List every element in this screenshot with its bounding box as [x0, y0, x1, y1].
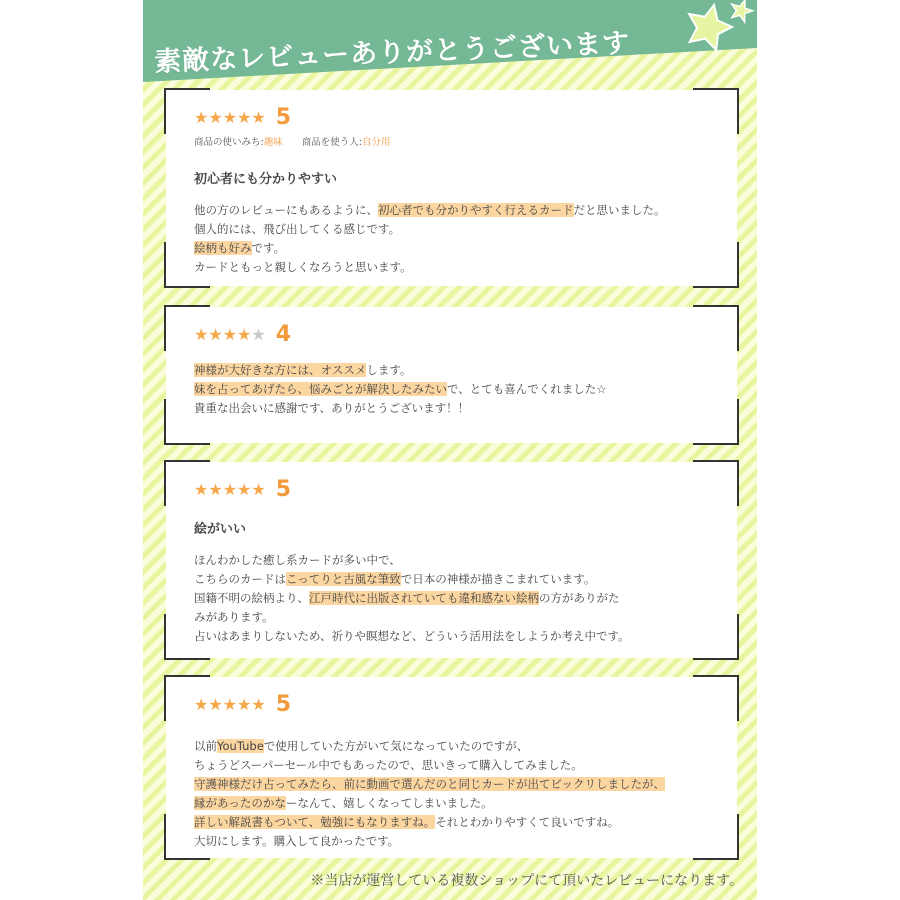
star-rating-icon: ★★★★★: [194, 479, 266, 499]
review-card: [166, 462, 737, 658]
rating-score: 5: [275, 476, 292, 502]
corner-bracket: [693, 305, 739, 351]
highlighted-text: 絵柄も好み: [194, 241, 252, 255]
corner-bracket: [693, 614, 739, 660]
corner-bracket: [164, 242, 210, 288]
review-line: 個人的には、飛び出してくる感じです。: [194, 222, 401, 236]
corner-bracket: [164, 614, 210, 660]
usage-info: 商品の使いみち:趣味: [194, 137, 283, 148]
star-rating-icon: ★★★★★: [194, 324, 266, 344]
star-rating-icon: ★★★★★: [194, 694, 266, 714]
review-card: [166, 90, 737, 286]
review-line: 以前YouTubeで使用していた方がいて気になっていたのですが、: [194, 739, 529, 753]
review-line: ちょうどスーパーセール中でもあったので、思いきって購入してみました。: [194, 758, 583, 772]
review-body: [194, 201, 709, 277]
review-meta: [194, 134, 709, 148]
highlighted-text: 妹を占ってあげたら、悩みごとが解決したみたい: [194, 382, 447, 396]
highlighted-text: 初心者でも分かりやすく行えるカード: [378, 203, 574, 217]
highlighted-text: 神様が大好きな方には、オススメ: [194, 363, 367, 377]
corner-bracket: [693, 242, 739, 288]
corner-bracket: [164, 814, 210, 860]
rating: [194, 319, 709, 349]
review-line: みがあります。: [194, 610, 274, 624]
rating-score: 5: [275, 691, 292, 717]
review-line: 大切にします。購入して良かったです。: [194, 834, 400, 848]
review-line: こちらのカードはこってりと古風な筆致で日本の神様が描きこまれています。: [194, 572, 596, 586]
footer-note: ※当店が運営している複数ショップにて頂いたレビューになります。: [310, 873, 743, 889]
highlighted-text: 詳しい解説書もついて、勉強にもなりますね。: [194, 815, 436, 829]
corner-bracket: [164, 88, 210, 134]
review-line: 国籍不明の絵柄より、江戸時代に出版されていても違和感ない絵柄の方がありがた: [194, 591, 620, 605]
corner-bracket: [164, 399, 210, 445]
corner-bracket: [693, 814, 739, 860]
corner-bracket: [693, 460, 739, 506]
review-card: [166, 677, 737, 858]
corner-bracket: [164, 305, 210, 351]
review-line: 貴重な出会いに感謝です、ありがとうございます！！: [194, 401, 470, 415]
corner-bracket: [693, 399, 739, 445]
rating-score: 4: [275, 321, 292, 347]
corner-bracket: [164, 460, 210, 506]
rating-score: 5: [275, 104, 292, 130]
review-body: [194, 737, 709, 851]
review-line: 他の方のレビューにもあるように、初心者でも分かりやすく行えるカードだと思いました。: [194, 203, 666, 217]
highlighted-text: 守護神様だけ占ってみたら、前に動画で選んだのと同じカードが出てビックリしましたが、: [194, 777, 666, 791]
review-line: カードともっと親しくなろうと思います。: [194, 260, 412, 274]
user-info: 商品を使う人:自分用: [301, 137, 391, 148]
review-title: 絵がいい: [194, 522, 247, 537]
rating: [194, 474, 709, 504]
review-body: [194, 551, 709, 646]
review-line: [194, 775, 709, 794]
header-title: 素敵なレビューありがとうございます: [153, 27, 631, 79]
review-line: 妹を占ってあげたら、悩みごとが解決したみたいで、とても喜んでくれました☆: [194, 382, 607, 396]
review-line: 縁があったのかなーなんて、嬉しくなってしまいました。: [194, 796, 493, 810]
review-line: 占いはあまりしないため、祈りや瞑想など、どういう活用法をしようか考え中です。: [194, 629, 630, 643]
review-title: 初心者にも分かりやすい: [194, 172, 338, 187]
highlighted-text: こってりと古風な筆致: [286, 572, 401, 586]
corner-bracket: [693, 675, 739, 721]
review-body: [194, 361, 709, 418]
rating: [194, 102, 709, 132]
review-page: [143, 0, 757, 900]
corner-bracket: [164, 675, 210, 721]
highlighted-text: 江戸時代に出版されていても違和感ない絵柄: [309, 591, 539, 605]
review-card: [166, 307, 737, 443]
review-line: 詳しい解説書もついて、勉強にもなりますね。それとわかりやすくて良いですね。: [194, 815, 620, 829]
highlighted-text: 縁があったのかな: [194, 796, 286, 810]
star-rating-icon: ★★★★★: [194, 107, 266, 127]
rating: [194, 689, 709, 719]
review-line: 神様が大好きな方には、オススメします。: [194, 363, 412, 377]
highlighted-text: YouTube: [217, 739, 264, 753]
review-line: 絵柄も好みです。: [194, 241, 286, 255]
corner-bracket: [693, 88, 739, 134]
review-line: ほんわかした癒し系カードが多い中で、: [194, 553, 401, 567]
